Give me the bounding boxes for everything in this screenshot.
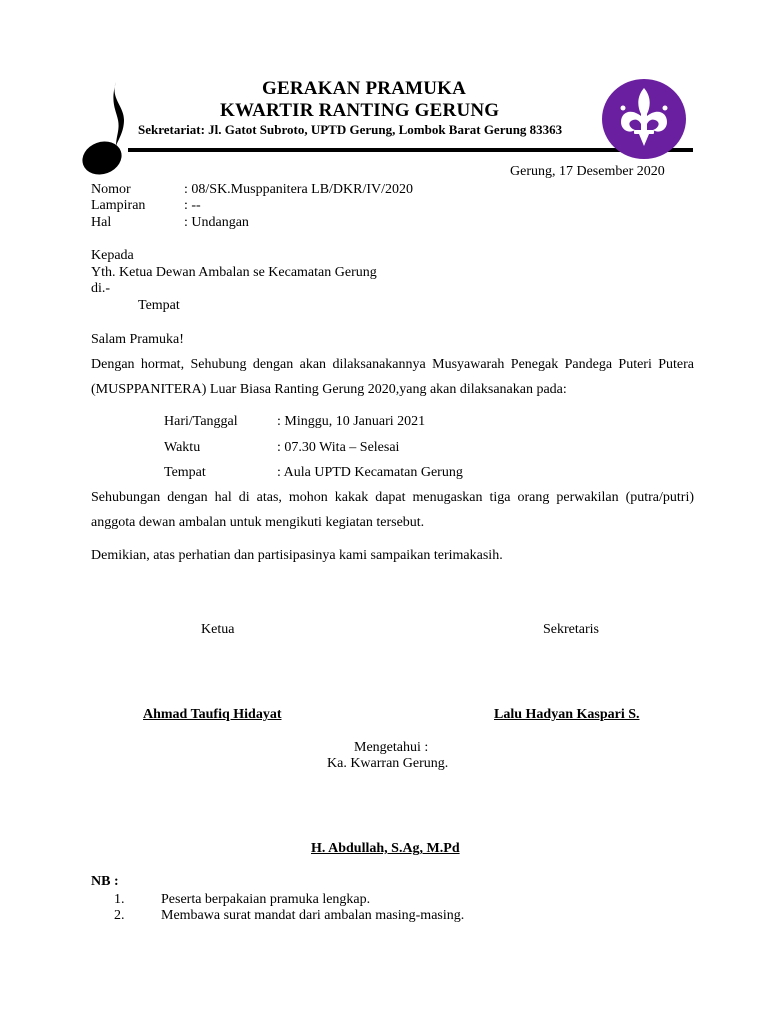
note-number-2: 2. — [114, 908, 125, 923]
recipient-tempat: Tempat — [138, 298, 180, 313]
greeting: Salam Pramuka! — [91, 332, 184, 347]
acknowledge-name: H. Abdullah, S.Ag, M.Pd — [311, 841, 460, 856]
secretariat-address: Sekretariat: Jl. Gatot Subroto, UPTD Gerung, Lombok Barat Gerung 83363 — [138, 122, 563, 137]
event-value-date: : Minggu, 10 Januari 2021 — [277, 414, 426, 429]
sign-name-right: Lalu Hadyan Kaspari S. — [494, 707, 640, 722]
org-subtitle: KWARTIR RANTING GERUNG — [220, 100, 500, 121]
letter-date: Gerung, 17 Desember 2020 — [510, 164, 665, 179]
sign-role-right: Sekretaris — [543, 622, 599, 637]
event-label-place: Tempat — [164, 465, 206, 480]
note-text-2: Membawa surat mandat dari ambalan masing-masing. — [161, 908, 465, 923]
meta-label-nomor: Nomor — [91, 182, 131, 197]
meta-value-hal: : Undangan — [184, 215, 249, 230]
meta-label-lampiran: Lampiran — [91, 198, 146, 213]
sign-name-left: Ahmad Taufiq Hidayat — [143, 707, 282, 722]
meta-label-hal: Hal — [91, 215, 112, 230]
note-text-1: Peserta berpakaian pramuka lengkap. — [161, 892, 371, 907]
org-title: GERAKAN PRAMUKA — [262, 78, 467, 99]
scout-emblem-icon — [601, 78, 687, 160]
acknowledge-label: Mengetahui : — [354, 740, 429, 755]
acknowledge-title: Ka. Kwarran Gerung. — [327, 756, 449, 771]
tunas-kelapa-logo-icon — [80, 80, 136, 180]
notes-title: NB : — [91, 874, 119, 889]
sign-role-left: Ketua — [201, 622, 235, 637]
paragraph-request: Sehubungan dengan hal di atas, mohon kakak dapat menugaskan tiga orang perwakilan (putra/putri) anggota dewan ambalan untuk mengikuti kegiatan tersebut. — [91, 490, 694, 530]
paragraph-intro: Dengan hormat, Sehubung dengan akan dilaksanakannya Musyawarah Penegak Pandega Puteri Putera (MUSPPANITERA) Luar Biasa Ranting Gerung 2020,yang akan dilaksanakan pada: — [91, 357, 694, 397]
meta-value-lampiran: : -- — [184, 198, 201, 213]
recipient-kepada: Kepada — [91, 248, 134, 263]
meta-value-nomor: : 08/SK.Musppanitera LB/DKR/IV/2020 — [184, 182, 414, 197]
event-value-time: : 07.30 Wita – Selesai — [277, 440, 400, 455]
event-value-place: : Aula UPTD Kecamatan Gerung — [277, 465, 463, 480]
recipient-di: di.- — [91, 281, 111, 296]
event-label-time: Waktu — [164, 440, 201, 455]
event-label-date: Hari/Tanggal — [164, 414, 238, 429]
recipient-name: Yth. Ketua Dewan Ambalan se Kecamatan Gerung — [91, 265, 377, 280]
paragraph-closing: Demikian, atas perhatian dan partisipasinya kami sampaikan terimakasih. — [91, 548, 503, 563]
note-number-1: 1. — [114, 892, 125, 907]
